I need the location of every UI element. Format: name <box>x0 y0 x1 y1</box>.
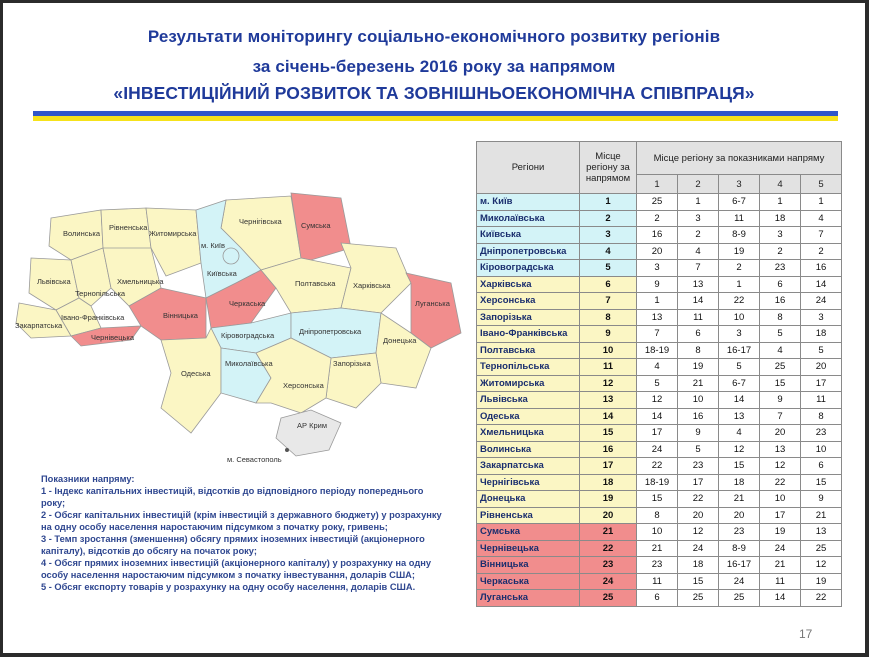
indicator-cell-2: 2 <box>678 227 719 244</box>
place-cell: 3 <box>580 227 637 244</box>
table-row <box>477 392 842 409</box>
indicator-cell-2: 14 <box>678 293 719 310</box>
indicator-cell-2: 5 <box>678 441 719 458</box>
indicator-cell-3: 8-9 <box>719 227 760 244</box>
indicator-cell-5: 23 <box>801 425 842 442</box>
region-name-cell: Запорізька <box>477 309 580 326</box>
indicator-cell-4: 14 <box>760 590 801 607</box>
indicator-cell-4: 2 <box>760 243 801 260</box>
table-row <box>477 590 842 607</box>
indicator-cell-3: 2 <box>719 260 760 277</box>
map-label-cherkaska: Черкаська <box>229 299 266 308</box>
table-row <box>477 425 842 442</box>
region-name-cell: Полтавська <box>477 342 580 359</box>
indicator-cell-3: 25 <box>719 590 760 607</box>
region-name-cell: Дніпропетровська <box>477 243 580 260</box>
map-label-lvivska: Львівська <box>37 277 71 286</box>
indicator-cell-3: 21 <box>719 491 760 508</box>
indicator-cell-5: 22 <box>801 590 842 607</box>
place-cell: 10 <box>580 342 637 359</box>
place-cell: 12 <box>580 375 637 392</box>
header-indicators: Місце регіону за показниками напряму <box>637 142 842 175</box>
map-label-khmelnytska: Хмельницька <box>117 277 164 286</box>
place-cell: 25 <box>580 590 637 607</box>
indicator-cell-4: 6 <box>760 276 801 293</box>
table-row <box>477 309 842 326</box>
indicator-cell-2: 11 <box>678 309 719 326</box>
indicator-cell-5: 14 <box>801 276 842 293</box>
sevastopol-marker <box>285 448 289 452</box>
indicator-cell-5: 21 <box>801 507 842 524</box>
ranking-table <box>476 141 842 607</box>
region-name-cell: Сумська <box>477 524 580 541</box>
indicator-cell-4: 20 <box>760 425 801 442</box>
indicator-cell-4: 13 <box>760 441 801 458</box>
table-row <box>477 557 842 574</box>
indicator-cell-4: 9 <box>760 392 801 409</box>
indicator-cell-3: 20 <box>719 507 760 524</box>
place-cell: 22 <box>580 540 637 557</box>
indicator-cell-4: 15 <box>760 375 801 392</box>
map-label-vinnytska: Вінницька <box>163 311 198 320</box>
legend-item-4: 4 - Обсяг прямих іноземних інвестицій (акціонерного капіталу) у розрахунку на одну особу населення наростаючим підсумком з початку інвестування, доларів США; <box>41 558 432 580</box>
header-col-5: 5 <box>801 175 842 194</box>
indicator-cell-2: 21 <box>678 375 719 392</box>
indicator-cell-4: 4 <box>760 342 801 359</box>
place-cell: 11 <box>580 359 637 376</box>
legend-item-1: 1 - Індекс капітальних інвестицій, відсотків до відповідного періоду попереднього року; <box>41 486 424 508</box>
indicator-cell-3: 11 <box>719 210 760 227</box>
title-line-3: «ІНВЕСТИЦІЙНИЙ РОЗВИТОК ТА ЗОВНІШНЬОЕКОНОМІЧНА СПІВПРАЦЯ» <box>113 83 755 103</box>
indicator-cell-2: 15 <box>678 573 719 590</box>
table-row <box>477 326 842 343</box>
place-cell: 16 <box>580 441 637 458</box>
map-label-zhytomyrska: Житомирська <box>149 229 197 238</box>
indicator-cell-1: 11 <box>637 573 678 590</box>
region-name-cell: Тернопільська <box>477 359 580 376</box>
indicator-cell-2: 1 <box>678 194 719 211</box>
indicator-cell-4: 11 <box>760 573 801 590</box>
indicator-cell-1: 4 <box>637 359 678 376</box>
indicator-cell-1: 18-19 <box>637 342 678 359</box>
indicator-cell-5: 20 <box>801 359 842 376</box>
indicator-cell-5: 8 <box>801 408 842 425</box>
indicator-cell-4: 8 <box>760 309 801 326</box>
indicator-cell-1: 9 <box>637 276 678 293</box>
indicator-cell-1: 2 <box>637 210 678 227</box>
indicator-cell-2: 7 <box>678 260 719 277</box>
ukraine-map-svg <box>11 188 471 468</box>
indicator-cell-3: 16-17 <box>719 342 760 359</box>
indicator-cell-4: 10 <box>760 491 801 508</box>
indicator-cell-5: 18 <box>801 326 842 343</box>
table-row <box>477 375 842 392</box>
indicator-cell-5: 10 <box>801 441 842 458</box>
indicator-cell-3: 19 <box>719 243 760 260</box>
region-name-cell: Чернігівська <box>477 474 580 491</box>
place-cell: 7 <box>580 293 637 310</box>
indicator-cell-3: 14 <box>719 392 760 409</box>
table-row <box>477 507 842 524</box>
indicator-cell-4: 24 <box>760 540 801 557</box>
place-cell: 24 <box>580 573 637 590</box>
place-cell: 14 <box>580 408 637 425</box>
place-cell: 15 <box>580 425 637 442</box>
indicator-cell-5: 3 <box>801 309 842 326</box>
ukraine-map <box>11 188 471 468</box>
place-cell: 17 <box>580 458 637 475</box>
map-label-volynska: Волинська <box>63 229 100 238</box>
indicator-cell-4: 5 <box>760 326 801 343</box>
indicator-cell-4: 7 <box>760 408 801 425</box>
indicator-cell-4: 3 <box>760 227 801 244</box>
place-cell: 23 <box>580 557 637 574</box>
map-label-crimea: АР Крим <box>297 421 327 430</box>
indicator-cell-3: 4 <box>719 425 760 442</box>
indicator-cell-1: 16 <box>637 227 678 244</box>
page-number: 17 <box>799 627 813 641</box>
legend-item-2: 2 - Обсяг капітальних інвестицій (крім інвестицій з державного бюджету) у розрахунку на одну особу населення наростаючим підсумком з початку року, гривень; <box>41 510 442 532</box>
indicator-cell-3: 6-7 <box>719 194 760 211</box>
region-name-cell: Одеська <box>477 408 580 425</box>
indicator-cell-2: 10 <box>678 392 719 409</box>
table-row <box>477 474 842 491</box>
indicator-cell-1: 17 <box>637 425 678 442</box>
region-name-cell: Львівська <box>477 392 580 409</box>
indicator-cell-1: 5 <box>637 375 678 392</box>
indicator-cell-4: 22 <box>760 474 801 491</box>
indicator-cell-1: 14 <box>637 408 678 425</box>
map-label-mykolaivska: Миколаївська <box>225 359 273 368</box>
indicator-cell-4: 16 <box>760 293 801 310</box>
map-label-sevastopol: м. Севастополь <box>227 455 282 464</box>
flag-stripe-yellow <box>33 116 838 121</box>
place-cell: 20 <box>580 507 637 524</box>
map-label-donetska: Донецька <box>383 336 417 345</box>
place-cell: 6 <box>580 276 637 293</box>
table-row <box>477 524 842 541</box>
map-label-ternopilska: Тернопільська <box>75 289 126 298</box>
place-cell: 19 <box>580 491 637 508</box>
indicator-cell-3: 6-7 <box>719 375 760 392</box>
indicator-cell-5: 25 <box>801 540 842 557</box>
indicator-cell-3: 8-9 <box>719 540 760 557</box>
indicator-cell-3: 1 <box>719 276 760 293</box>
indicator-cell-5: 24 <box>801 293 842 310</box>
place-cell: 4 <box>580 243 637 260</box>
place-cell: 21 <box>580 524 637 541</box>
region-kyiv <box>223 248 239 264</box>
indicator-cell-4: 21 <box>760 557 801 574</box>
map-label-poltavska: Полтавська <box>295 279 336 288</box>
title-line-1: Результати моніторингу соціально-економічного розвитку регіонів <box>147 27 721 46</box>
indicator-cell-5: 15 <box>801 474 842 491</box>
table-row <box>477 260 842 277</box>
indicator-cell-5: 2 <box>801 243 842 260</box>
indicators-legend <box>41 473 446 593</box>
region-name-cell: Черкаська <box>477 573 580 590</box>
indicator-cell-2: 16 <box>678 408 719 425</box>
indicator-cell-3: 3 <box>719 326 760 343</box>
place-cell: 13 <box>580 392 637 409</box>
indicator-cell-5: 16 <box>801 260 842 277</box>
indicator-cell-2: 3 <box>678 210 719 227</box>
header-regions: Регіони <box>477 142 580 194</box>
table-row <box>477 441 842 458</box>
legend-item-5: 5 - Обсяг експорту товарів у розрахунку на одну особу населення, доларів США. <box>41 582 416 592</box>
table-row <box>477 342 842 359</box>
table-row <box>477 540 842 557</box>
indicator-cell-3: 5 <box>719 359 760 376</box>
indicator-cell-5: 13 <box>801 524 842 541</box>
region-name-cell: Чернівецька <box>477 540 580 557</box>
header-col-3: 3 <box>719 175 760 194</box>
indicator-cell-4: 12 <box>760 458 801 475</box>
region-kharkivska <box>341 243 411 313</box>
map-label-odeska: Одеська <box>181 369 211 378</box>
slide <box>3 3 865 653</box>
region-name-cell: Волинська <box>477 441 580 458</box>
region-name-cell: Миколаївська <box>477 210 580 227</box>
indicator-cell-2: 12 <box>678 524 719 541</box>
region-name-cell: м. Київ <box>477 194 580 211</box>
indicator-cell-2: 17 <box>678 474 719 491</box>
indicator-cell-2: 9 <box>678 425 719 442</box>
map-label-kharkivska: Харківська <box>353 281 391 290</box>
map-label-dnipro: Дніпропетровська <box>299 327 362 336</box>
place-cell: 8 <box>580 309 637 326</box>
region-name-cell: Івано-Франківська <box>477 326 580 343</box>
place-cell: 9 <box>580 326 637 343</box>
indicator-cell-1: 20 <box>637 243 678 260</box>
map-label-zakarpatska: Закарпатська <box>15 321 63 330</box>
indicator-cell-3: 10 <box>719 309 760 326</box>
region-name-cell: Київська <box>477 227 580 244</box>
indicator-cell-3: 23 <box>719 524 760 541</box>
indicator-cell-3: 16-17 <box>719 557 760 574</box>
title-line-2: за січень-березень 2016 року за напрямом <box>252 57 616 76</box>
region-name-cell: Донецька <box>477 491 580 508</box>
ranking-table-body <box>477 194 842 607</box>
indicator-cell-1: 22 <box>637 458 678 475</box>
table-row <box>477 458 842 475</box>
map-label-kyiv: м. Київ <box>201 241 225 250</box>
region-name-cell: Вінницька <box>477 557 580 574</box>
indicator-cell-1: 12 <box>637 392 678 409</box>
region-name-cell: Житомирська <box>477 375 580 392</box>
indicator-cell-5: 7 <box>801 227 842 244</box>
header-col-4: 4 <box>760 175 801 194</box>
indicator-cell-4: 19 <box>760 524 801 541</box>
indicator-cell-5: 19 <box>801 573 842 590</box>
header-col-2: 2 <box>678 175 719 194</box>
indicator-cell-3: 13 <box>719 408 760 425</box>
table-row <box>477 210 842 227</box>
table-row <box>477 194 842 211</box>
indicator-cell-2: 18 <box>678 557 719 574</box>
map-label-luhanska: Луганська <box>415 299 450 308</box>
map-label-khersonska: Херсонська <box>283 381 324 390</box>
indicator-cell-1: 8 <box>637 507 678 524</box>
table-row <box>477 293 842 310</box>
indicator-cell-5: 17 <box>801 375 842 392</box>
indicator-cell-5: 4 <box>801 210 842 227</box>
indicator-cell-1: 1 <box>637 293 678 310</box>
indicator-cell-4: 18 <box>760 210 801 227</box>
region-odeska <box>161 328 221 433</box>
indicator-cell-1: 15 <box>637 491 678 508</box>
indicator-cell-5: 1 <box>801 194 842 211</box>
indicator-cell-3: 22 <box>719 293 760 310</box>
indicator-cell-1: 10 <box>637 524 678 541</box>
indicator-cell-1: 21 <box>637 540 678 557</box>
indicator-cell-4: 25 <box>760 359 801 376</box>
region-name-cell: Харківська <box>477 276 580 293</box>
indicator-cell-2: 20 <box>678 507 719 524</box>
region-name-cell: Рівненська <box>477 507 580 524</box>
indicator-cell-1: 25 <box>637 194 678 211</box>
region-name-cell: Луганська <box>477 590 580 607</box>
legend-heading: Показники напряму: <box>41 474 135 484</box>
map-label-ivano: Івано-Франківська <box>61 313 125 322</box>
table-row <box>477 359 842 376</box>
indicator-cell-4: 1 <box>760 194 801 211</box>
table-row <box>477 243 842 260</box>
place-cell: 18 <box>580 474 637 491</box>
header-place: Місце регіону за напрямом <box>580 142 637 194</box>
indicator-cell-2: 4 <box>678 243 719 260</box>
region-name-cell: Кіровоградська <box>477 260 580 277</box>
map-label-rivnenska: Рівненська <box>109 223 148 232</box>
table-row <box>477 491 842 508</box>
map-label-chernihivska: Чернігівська <box>239 217 282 226</box>
map-label-chernivetska: Чернівецька <box>91 333 135 342</box>
header-col-1: 1 <box>637 175 678 194</box>
indicator-cell-3: 15 <box>719 458 760 475</box>
indicator-cell-5: 5 <box>801 342 842 359</box>
indicator-cell-5: 6 <box>801 458 842 475</box>
indicator-cell-3: 18 <box>719 474 760 491</box>
indicator-cell-2: 23 <box>678 458 719 475</box>
region-name-cell: Херсонська <box>477 293 580 310</box>
indicator-cell-2: 19 <box>678 359 719 376</box>
table-row <box>477 276 842 293</box>
indicator-cell-2: 13 <box>678 276 719 293</box>
indicator-cell-2: 25 <box>678 590 719 607</box>
table-row <box>477 408 842 425</box>
map-label-kyivska: Київська <box>207 269 237 278</box>
region-name-cell: Хмельницька <box>477 425 580 442</box>
indicator-cell-1: 13 <box>637 309 678 326</box>
place-cell: 2 <box>580 210 637 227</box>
legend-item-3: 3 - Темп зростання (зменшення) обсягу прямих іноземних інвестицій (акціонерного капіталу), відсотків до обсягу на початок року; <box>41 534 425 556</box>
indicator-cell-1: 18-19 <box>637 474 678 491</box>
table-row <box>477 227 842 244</box>
map-label-kirovohradska: Кіровоградська <box>221 331 275 340</box>
indicator-cell-1: 6 <box>637 590 678 607</box>
indicator-cell-3: 12 <box>719 441 760 458</box>
indicator-cell-2: 6 <box>678 326 719 343</box>
indicator-cell-2: 22 <box>678 491 719 508</box>
place-cell: 1 <box>580 194 637 211</box>
indicator-cell-4: 17 <box>760 507 801 524</box>
indicator-cell-1: 24 <box>637 441 678 458</box>
indicator-cell-2: 8 <box>678 342 719 359</box>
map-label-sumska: Сумська <box>301 221 331 230</box>
indicator-cell-4: 23 <box>760 260 801 277</box>
indicator-cell-1: 23 <box>637 557 678 574</box>
indicator-cell-1: 7 <box>637 326 678 343</box>
indicator-cell-3: 24 <box>719 573 760 590</box>
map-label-zaporizka: Запорізька <box>333 359 371 368</box>
place-cell: 5 <box>580 260 637 277</box>
indicator-cell-5: 9 <box>801 491 842 508</box>
table-row <box>477 573 842 590</box>
indicator-cell-2: 24 <box>678 540 719 557</box>
indicator-cell-1: 3 <box>637 260 678 277</box>
region-name-cell: Закарпатська <box>477 458 580 475</box>
indicator-cell-5: 12 <box>801 557 842 574</box>
indicator-cell-5: 11 <box>801 392 842 409</box>
